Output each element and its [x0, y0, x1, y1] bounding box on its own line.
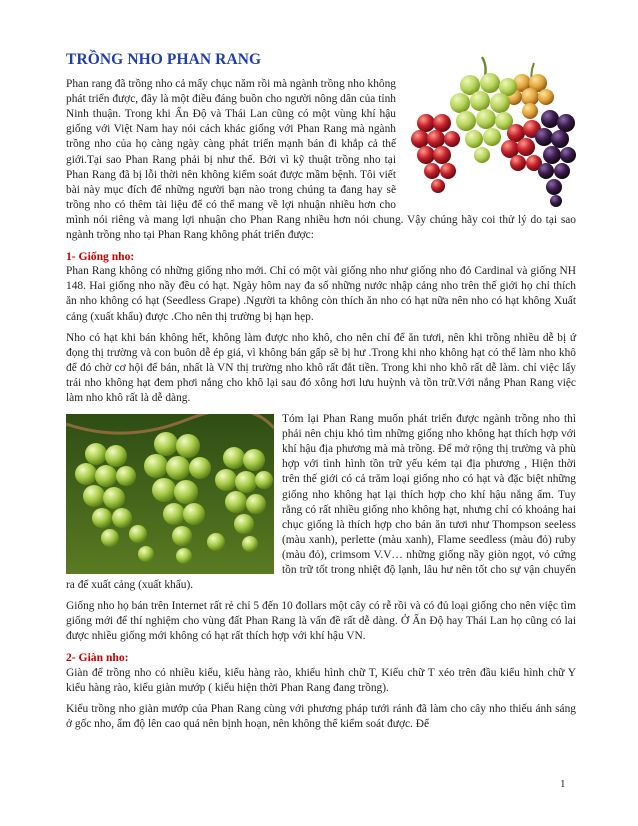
page-number: 1	[560, 778, 566, 790]
section1-paragraph-3: Tóm lại Phan Rang muốn phát triển được ngành trồng nho thì phải nên chịu khó tìm những giống nho không hạt thích hợp với khí hậu địa phương mà mà trồng. Để mở rộng thị trường và phù hợp với tình hình tồn trữ yếu kém tại địa phương , Hiện thời trên thế giới có cả trăm loại giống nho có hạt và đặc biệt những giống nho không hạt lại thích hợp cho khí hậu nắng ấm. Tuy rằng có rất nhiều giống nho không hạt, nhưng chỉ có khoảng hai chục giống là thích hợp cho bán ăn tươi như Thompson seeless (màu xanh), perlette (màu xanh), Flame seedless (màu đỏ) ruby (màu đỏ), crimsom V.V… những giống nầy giòn ngọt, vỏ cứng tồn trữ tốt trong nhiệt độ lạnh, lâu hư nên tốt cho sự vận chuyển ra để xuất cảng (xuất khẩu).	[66, 413, 576, 592]
grapes-image-top	[404, 53, 582, 211]
article-body	[66, 52, 576, 738]
section1-paragraph-1: Phan Rang không có những giống nho mới. Chỉ có một vài giống nho như giống nho đỏ Cardinal và giống NH 148. Hai giống nho nầy đều có hạt. Ngày hôm nay đa số những nước nhập cảng nho trên thế giới họ chỉ thích ăn nho không có hạt (Seedless Grape) .Người ta không còn thích ăn nho có hạt nữa nên nho có hạt không Xuất cảng (xuất khẩu) được .Cho nên thị trường bị hạn hẹp.	[66, 265, 576, 323]
section2-heading: 2- Giàn nho:	[66, 651, 129, 665]
green-grapes-vineyard-image	[66, 414, 274, 574]
section1-paragraph-2: Nho có hạt khi bán không hết, không làm được nho khô, cho nên chỉ để ăn tươi, nên khi trồng nhiều dễ bị ứ đọng thị trường và con buôn dễ ép giá, vì không bán gấp sẽ bị hư .Trong khi nho không hạt có thể làm nho khô để đó chờ cơ hội để bán, nhất là VN thị trường nho khô rất đắt tiền. Trong khi nho khô rất dễ làm. chỉ việc lấy trái nho không hạt đem phơi nắng cho khô lại sau đó xông hơi lưu huỳnh và tồn trữ.Với nắng Phan Rang việc làm nho khô rất là dễ dàng.	[66, 331, 576, 404]
page-title: TRỒNG NHO PHAN RANG	[66, 51, 262, 68]
section2-paragraph-1: Giàn để trồng nho có nhiều kiểu, kiểu hàng rào, khiểu hình chữ T, Kiểu chữ T xéo trên đầu kiểu hình chữ Y kiểu hàng rào, kiểu giàn mướp ( kiểu hiện thời Phan Rang đang trồng).	[66, 666, 576, 694]
section1-heading: 1- Giống nho:	[66, 250, 135, 264]
intro-paragraph: Phan rang đã trồng nho cả mấy chục năm rồi mà ngành trồng nho không phát triển được, đây là một điều đáng buồn cho người nông dân của tỉnh Ninh thuận. Trong khi Ấn Độ và Thái Lan cũng có một vùng khí hậu giống với Việt Nam hay nói cách khác giống với Phan Rang mà ngành trồng nho của họ càng ngày càng phát triển mạnh bán đi khắp cả thế giới.Tại sao Phan Rang phải bị như thế. Bởi vì kỹ thuật trồng nho tại Phan Rang đã bị lỗi thời nên không kiểm soát được mầm bệnh. Tôi viết bài này mục đích để những người bạn nào trong chúng ta đang hay sẽ trồng nho có thêm tài liệu để có thể mang về lợi nhuận nhiều hơn cho mình nói riêng và mang lợi nhuận cho Phan Rang nhiều hơn nói chung. Vậy chúng hãy coi thử lý do tại sao ngành trồng nho tại Phan Rang không phát triển được:	[66, 78, 576, 242]
section2-paragraph-2: Kiểu trồng nho giàn mướp của Phan Rang cùng với phương pháp tưới ránh đã làm cho cây nho thiếu ánh sáng ở gốc nho, ẩm độ lên cao quá nên bịnh hoạn, nên không thể kiểm soát được. Để	[66, 702, 576, 730]
section1-paragraph-4: Giống nho họ bán trên Internet rất rẻ chỉ 5 đến 10 đollars một cây có rễ rồi và có đủ loại giống cho nên việc tìm giống mới để thí nghiệm cho vùng đất Phan Rang là vấn đề rất dễ dàng. Ở Ấn Độ hay Thái Lan họ cũng có lai được nhiều giống mới không có hạt rất thích hợp với khí hậu VN.	[66, 600, 576, 643]
